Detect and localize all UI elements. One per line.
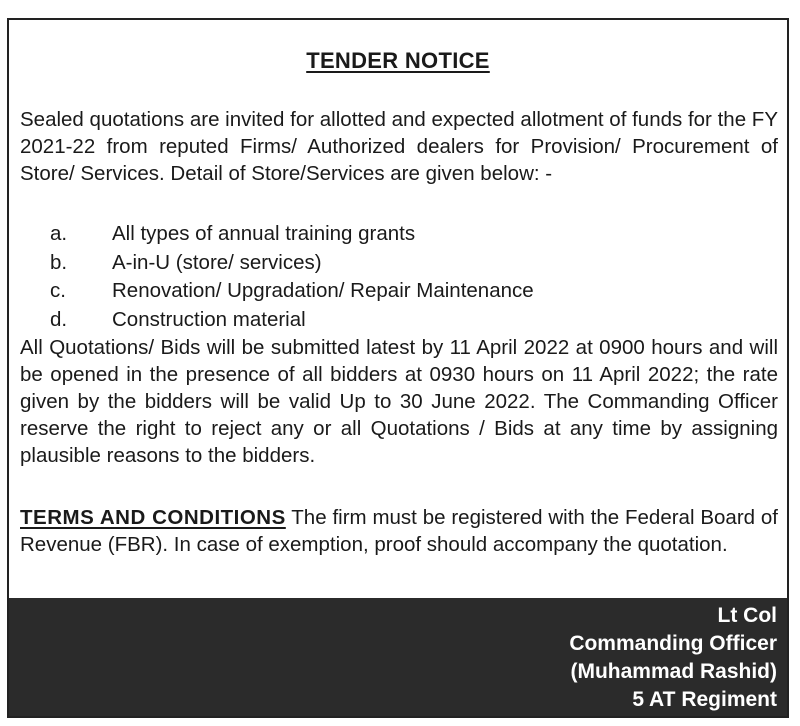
list-marker: d. bbox=[50, 307, 68, 331]
list-item bbox=[20, 277, 778, 306]
terms-text: The firm must be registered with the Federal Board of Revenue (FBR). In case of exemption, proof should accompany the quotation. bbox=[20, 506, 779, 556]
list-marker: c. bbox=[50, 279, 66, 302]
list-item bbox=[20, 306, 778, 335]
notice-title-text: TENDER NOTICE bbox=[306, 48, 490, 73]
terms-paragraph bbox=[20, 504, 778, 558]
signatory-unit: 5 AT Regiment bbox=[632, 688, 777, 711]
list-item-text: All types of annual training grants bbox=[112, 222, 416, 245]
tender-notice bbox=[7, 18, 789, 718]
submission-paragraph: All Quotations/ Bids will be submitted latest by 11 April 2022 at 0900 hours and will be opened in the presence of all bidders at 0930 hours on 11 April 2022; the rate given by the bidders will be valid Up to 30 June 2022. The Commanding Officer reserve the right to reject any or all Quotations / Bids at any time by assigning plausible reasons to the bidders. bbox=[20, 336, 778, 467]
list-marker: a. bbox=[50, 222, 68, 245]
signature-lines bbox=[569, 602, 777, 714]
notice-title bbox=[9, 48, 787, 74]
list-item bbox=[20, 220, 778, 249]
intro-paragraph: Sealed quotations are invited for allotted and expected allotment of funds for the FY 2021-22 from reputed Firms/ Authorized dealers for Provision/ Procurement of Store/ Services. Detail of Store/Services are given below: - bbox=[20, 108, 778, 185]
signatory-rank: Lt Col bbox=[717, 604, 777, 627]
store-services-list bbox=[20, 220, 778, 334]
signature-block bbox=[9, 598, 787, 716]
list-marker: b. bbox=[50, 250, 68, 274]
list-item bbox=[20, 249, 778, 278]
list-item-text: A-in-U (store/ services) bbox=[112, 250, 322, 274]
signatory-designation: Commanding Officer bbox=[569, 632, 777, 655]
terms-heading: TERMS AND CONDITIONS bbox=[20, 506, 286, 529]
list-item-text: Construction material bbox=[112, 307, 306, 331]
list-item-text: Renovation/ Upgradation/ Repair Maintenance bbox=[112, 279, 534, 302]
signatory-name: (Muhammad Rashid) bbox=[570, 660, 777, 683]
